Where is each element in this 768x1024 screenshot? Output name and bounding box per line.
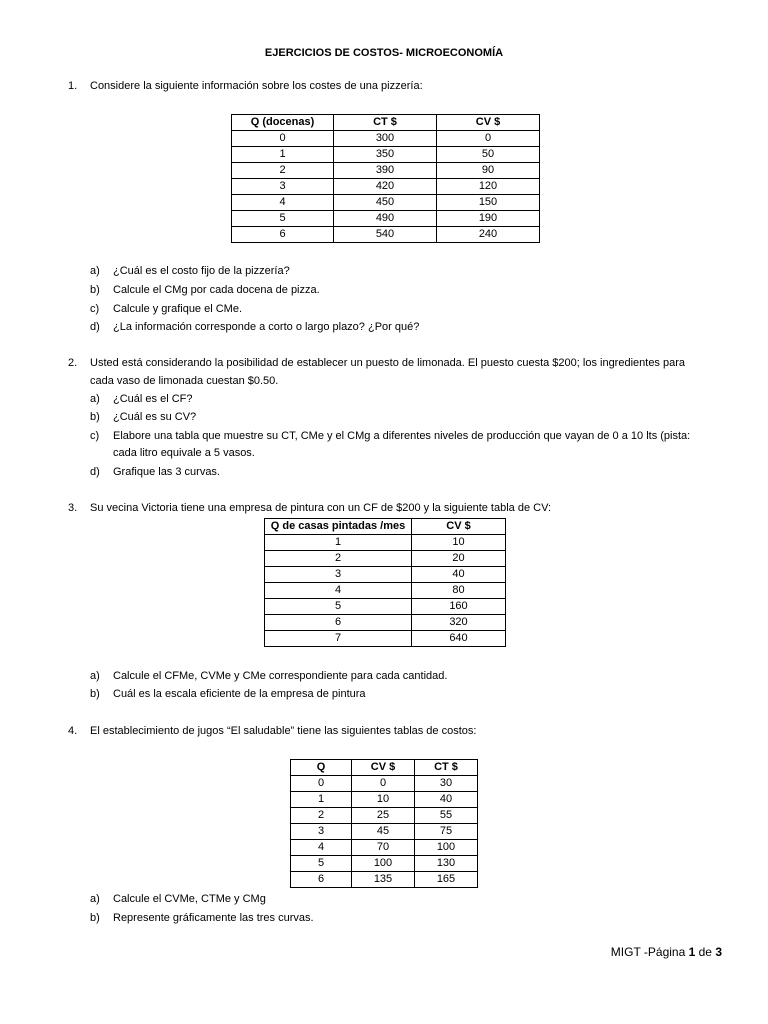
table-cell: 3 [265,567,412,583]
table-row [265,599,506,615]
table-cell: 300 [334,131,437,147]
item-text: Represente gráficamente las tres curvas. [113,912,314,924]
painting-cost-table [264,518,506,647]
juice-cost-table [290,759,478,888]
item-letter: a) [90,393,100,405]
footer-prefix: MIGT -Página [610,945,689,959]
table-cell: 0 [352,776,415,792]
table-cell: 640 [412,631,506,647]
item-letter: b) [90,912,100,924]
table-cell: 450 [334,195,437,211]
footer-middle: de [695,945,716,959]
item-letter: a) [90,893,100,905]
column-header: CV $ [352,760,415,776]
column-header: CT $ [415,760,478,776]
column-header: CT $ [334,115,437,131]
pizzeria-cost-table [231,114,540,243]
table-row [265,567,506,583]
table-cell: 4 [291,840,352,856]
column-header: CV $ [437,115,540,131]
table-row [265,615,506,631]
table-cell: 90 [437,163,540,179]
table-cell: 50 [437,147,540,163]
table-cell: 3 [291,824,352,840]
table-row [232,131,540,147]
item-letter: d) [90,321,100,333]
table-cell: 6 [265,615,412,631]
table-row [265,535,506,551]
table-row [232,179,540,195]
table-row [232,147,540,163]
table-row [265,583,506,599]
table-cell: 190 [437,211,540,227]
table-row [291,808,478,824]
table-row [291,872,478,888]
table-cell: 20 [412,551,506,567]
exercise-1-text: Considere la siguiente información sobre los costes de una pizzería: [90,80,423,92]
table-cell: 1 [232,147,334,163]
table-cell: 2 [291,808,352,824]
table-cell: 350 [334,147,437,163]
table-cell: 120 [437,179,540,195]
table-row [291,776,478,792]
table-cell: 70 [352,840,415,856]
table-row [232,163,540,179]
table-header-row [232,115,540,131]
item-text: ¿Cuál es el CF? [113,393,193,405]
table-cell: 5 [232,211,334,227]
exercise-2-number: 2. [68,357,78,369]
table-cell: 45 [352,824,415,840]
table-cell: 0 [232,131,334,147]
item-text: Elabore una tabla que muestre su CT, CMe y el CMg a diferentes niveles de producción que vayan de 0 a 10 lts (pista: [113,430,691,442]
table-cell: 150 [437,195,540,211]
table-cell: 165 [415,872,478,888]
exercise-1-number: 1. [68,80,78,92]
table-cell: 40 [412,567,506,583]
exercise-4-number: 4. [68,725,78,737]
item-text: Calcule el CFMe, CVMe y CMe correspondiente para cada cantidad. [113,670,448,682]
table-cell: 160 [412,599,506,615]
item-text: Grafique las 3 curvas. [113,466,220,478]
item-text: Calcule y grafique el CMe. [113,303,243,315]
item-text: ¿Cuál es su CV? [113,411,197,423]
footer-total-pages: 3 [715,945,722,959]
column-header: Q [291,760,352,776]
exercise-2-text: Usted está considerando la posibilidad de establecer un puesto de limonada. El puesto cuesta $200; los ingredientes para [90,357,686,369]
table-cell: 0 [437,131,540,147]
footer-page-number: 1 [688,945,696,959]
table-cell: 6 [232,227,334,243]
table-cell: 390 [334,163,437,179]
table-cell: 6 [291,872,352,888]
table-cell: 490 [334,211,437,227]
table-row [232,195,540,211]
item-letter: b) [90,284,100,296]
table-cell: 2 [232,163,334,179]
table-cell: 75 [415,824,478,840]
column-header: Q (docenas) [232,115,334,131]
column-header: Q de casas pintadas /mes [265,519,412,535]
table-row [265,631,506,647]
table-row [291,824,478,840]
table-cell: 240 [437,227,540,243]
page-footer [611,945,722,959]
table-header-row [265,519,506,535]
page-title: EJERCICIOS DE COSTOS- MICROECONOMÍA [264,47,504,59]
table-cell: 2 [265,551,412,567]
item-text: Calcule el CVMe, CTMe y CMg [113,893,266,905]
table-cell: 4 [232,195,334,211]
item-letter: d) [90,466,100,478]
table-cell: 5 [265,599,412,615]
table-row [291,856,478,872]
table-cell: 4 [265,583,412,599]
item-text: ¿Cuál es el costo fijo de la pizzería? [113,265,290,277]
table-cell: 420 [334,179,437,195]
table-row [291,840,478,856]
table-cell: 1 [291,792,352,808]
exercise-3-text: Su vecina Victoria tiene una empresa de pintura con un CF de $200 y la siguiente tabla de CV: [90,502,552,514]
table-cell: 100 [415,840,478,856]
table-row [265,551,506,567]
exercise-4-text: El establecimiento de jugos “El saludable” tiene las siguientes tablas de costos: [90,725,477,737]
table-cell: 320 [412,615,506,631]
table-cell: 40 [415,792,478,808]
item-letter: a) [90,670,100,682]
item-text: Cuál es la escala eficiente de la empresa de pintura [113,688,366,700]
table-row [291,792,478,808]
table-cell: 0 [291,776,352,792]
table-cell: 25 [352,808,415,824]
column-header: CV $ [412,519,506,535]
item-letter: b) [90,411,100,423]
exercise-3-number: 3. [68,502,78,514]
table-cell: 7 [265,631,412,647]
exercise-2-text-continued: cada vaso de limonada cuestan $0.50. [90,375,279,387]
table-cell: 5 [291,856,352,872]
table-cell: 55 [415,808,478,824]
table-cell: 1 [265,535,412,551]
table-cell: 80 [412,583,506,599]
item-text: Calcule el CMg por cada docena de pizza. [113,284,320,296]
table-row [232,227,540,243]
table-cell: 100 [352,856,415,872]
item-letter: c) [90,303,100,315]
table-cell: 10 [412,535,506,551]
table-cell: 540 [334,227,437,243]
item-letter: b) [90,688,100,700]
table-row [232,211,540,227]
table-cell: 3 [232,179,334,195]
item-text: ¿La información corresponde a corto o largo plazo? ¿Por qué? [113,321,420,333]
item-text-continued: cada litro equivale a 5 vasos. [113,447,255,459]
item-letter: c) [90,430,100,442]
item-letter: a) [90,265,100,277]
table-header-row [291,760,478,776]
table-cell: 135 [352,872,415,888]
table-cell: 10 [352,792,415,808]
table-cell: 130 [415,856,478,872]
table-cell: 30 [415,776,478,792]
